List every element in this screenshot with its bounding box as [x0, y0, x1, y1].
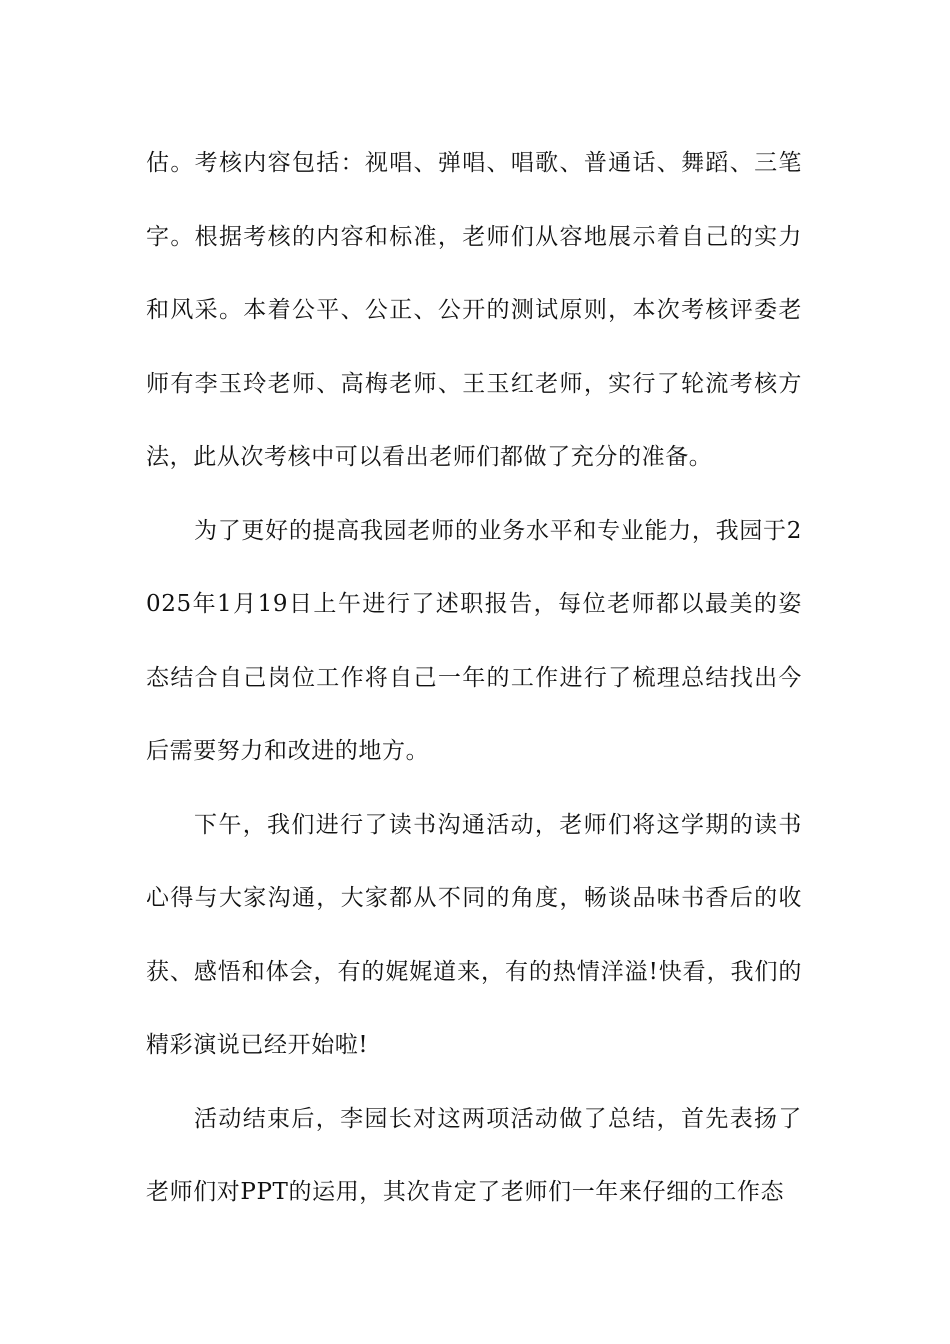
paragraph-3: 下午，我们进行了读书沟通活动，老师们将这学期的读书心得与大家沟通，大家都从不同的角度，畅谈品味书香后的收获、感悟和体会，有的娓娓道来，有的热情洋溢!快看，我们的精彩演说已经开始啦! — [146, 811, 802, 1058]
document-body — [146, 127, 802, 1230]
paragraph-1: 估。考核内容包括：视唱、弹唱、唱歌、普通话、舞蹈、三笔字。根据考核的内容和标准，老师们从容地展示着自己的实力和风采。本着公平、公正、公开的测试原则，本次考核评委老师有李玉玲老师、高梅老师、王玉红老师，实行了轮流考核方法，此从次考核中可以看出老师们都做了充分的准备。 — [146, 150, 802, 470]
paragraph-2: 为了更好的提高我园老师的业务水平和专业能力，我园于2025年1月19日上午进行了述职报告，每位老师都以最美的姿态结合自己岗位工作将自己一年的工作进行了梳理总结找出今后需要努力和改进的地方。 — [146, 517, 802, 764]
paragraph-4: 活动结束后，李园长对这两项活动做了总结，首先表扬了老师们对PPT的运用，其次肯定了老师们一年来仔细的工作态 — [146, 1105, 802, 1205]
